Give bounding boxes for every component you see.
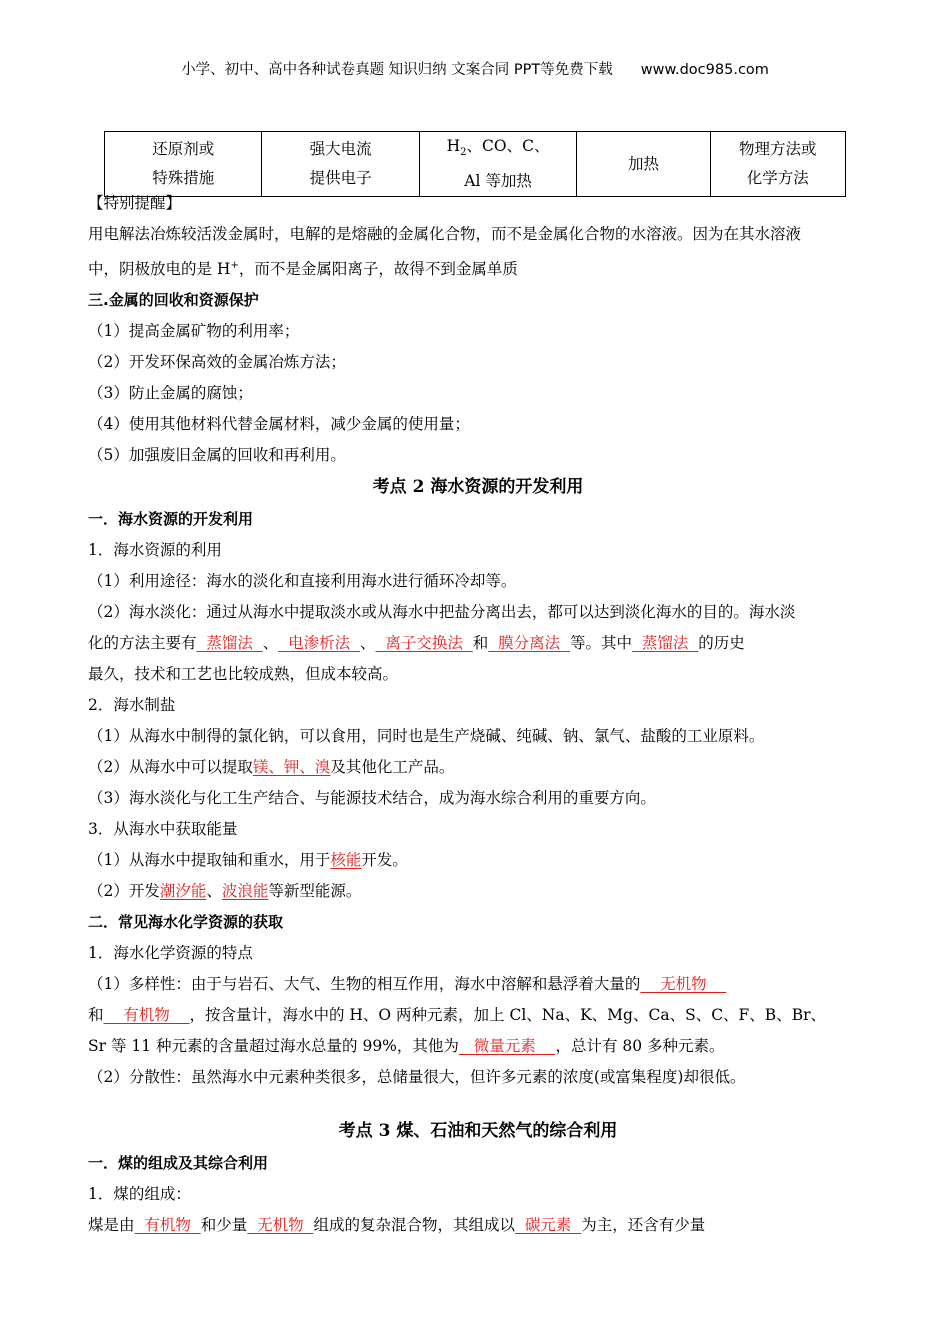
answer: 无机物 [660, 975, 707, 994]
page-header [0, 58, 950, 79]
paragraph: （1）利用途径：海水的淡化和直接利用海水进行循环冷却等。 [88, 572, 517, 591]
tip-heading: 【特别提醒】 [88, 194, 182, 212]
topic-title: 考点 2 海水资源的开发利用 [372, 477, 584, 498]
list-item: （4）使用其他材料代替金属材料，减少金属的使用量； [88, 415, 470, 434]
answer: 波浪能 [221, 882, 269, 901]
subheading: 1．煤的组成： [88, 1185, 191, 1204]
list-item: （3）防止金属的腐蚀； [88, 384, 253, 403]
paragraph: 最久，技术和工艺也比较成熟，但成本较高。 [88, 665, 399, 684]
answer: 微量元素 [473, 1037, 536, 1056]
answer: 蒸馏法 [206, 634, 253, 653]
section-heading: 一．海水资源的开发利用 [88, 510, 254, 529]
list-item: （1）提高金属矿物的利用率； [88, 322, 300, 341]
paragraph: 化的方法主要有 蒸馏法 、 电渗析法 、 离子交换法 和 膜分离法 等。其中 蒸馏法 的历史 [88, 634, 745, 653]
paragraph: 和 有机物 ，按含量计，海水中的 H、O 两种元素，加上 Cl、Na、K、Mg、Ca、S、C、F、B、Br、 [88, 1006, 826, 1025]
tip-line: 中，阴极放电的是 H+，而不是金属阳离子，故得不到金属单质 [88, 260, 518, 279]
subheading: 3．从海水中获取能量 [88, 820, 238, 839]
table-cell: $H_2$、CO、C、 Al 等加热 [419, 132, 576, 197]
answer: 蒸馏法 [641, 634, 689, 653]
list-item: （2）开发环保高效的金属冶炼方法； [88, 353, 346, 372]
tip-line: 用电解法冶炼较活泼金属时，电解的是熔融的金属化合物，而不是金属化合物的水溶液。因为在其水溶液 [88, 225, 802, 243]
paragraph: （1）从海水中制得的氯化钠，可以食用，同时也是生产烧碱、纯碱、钠、氯气、盐酸的工业原料。 [88, 727, 765, 746]
answer: 无机物 [257, 1216, 304, 1235]
table-cell: 强大电流 提供电子 [262, 132, 419, 197]
header-text: 小学、初中、高中各种试卷真题 知识归纳 文案合同 PPT等免费下载 [181, 62, 613, 78]
answer: 膜分离法 [498, 634, 561, 653]
list-item: （5）加强废旧金属的回收和再利用。 [88, 446, 346, 465]
section-heading: 一．煤的组成及其综合利用 [88, 1154, 269, 1173]
answer: 离子交换法 [385, 634, 463, 653]
paragraph: （3）海水淡化与化工生产结合、与能源技术结合，成为海水综合利用的重要方向。 [88, 789, 656, 808]
answer: 核能 [330, 851, 362, 870]
document-body [88, 188, 868, 1241]
subheading: 2．海水制盐 [88, 696, 176, 715]
paragraph: （2）海水淡化：通过从海水中提取淡水或从海水中把盐分离出去，都可以达到淡化海水的目的。海水淡 [88, 603, 796, 622]
table-row [105, 132, 846, 197]
header-url[interactable]: www.doc985.com [640, 62, 769, 78]
paragraph: （1）从海水中提取铀和重水，用于核能开发。 [88, 851, 408, 870]
paragraph: （2）分散性：虽然海水中元素种类很多，总储量很大，但许多元素的浓度(或富集程度)却很低。 [88, 1068, 746, 1087]
paragraph: （1）多样性：由于与岩石、大气、生物的相互作用，海水中溶解和悬浮着大量的 无机物 [88, 975, 707, 994]
answer: 电渗析法 [288, 634, 351, 653]
subheading: 1．海水化学资源的特点 [88, 944, 253, 963]
table-cell: 加热 [577, 132, 710, 197]
answer: 镁、钾、溴 [252, 758, 331, 777]
paragraph: （2）从海水中可以提取镁、钾、溴及其他化工产品。 [88, 758, 455, 777]
subheading: 1．海水资源的利用 [88, 541, 222, 560]
answer: 潮汐能 [159, 882, 207, 901]
section-heading: 二．常见海水化学资源的获取 [88, 913, 284, 932]
section-heading: 三.金属的回收和资源保护 [88, 291, 259, 310]
answer: 碳元素 [524, 1216, 572, 1235]
answer: 有机物 [123, 1006, 170, 1025]
table-cell: 物理方法或 化学方法 [710, 132, 845, 197]
paragraph: （2）开发潮汐能、波浪能等新型能源。 [88, 882, 362, 901]
paragraph: Sr 等 11 种元素的含量超过海水总量的 99%，其他为 微量元素 ，总计有 80 多种元素。 [88, 1037, 725, 1056]
paragraph: 煤是由 有机物 和少量 无机物 组成的复杂混合物，其组成以 碳元素 为主，还含有少量 [88, 1216, 706, 1235]
answer: 有机物 [144, 1216, 191, 1235]
topic-title: 考点 3 煤、石油和天然气的综合利用 [338, 1121, 618, 1142]
table-cell: 还原剂或 特殊措施 [105, 132, 262, 197]
